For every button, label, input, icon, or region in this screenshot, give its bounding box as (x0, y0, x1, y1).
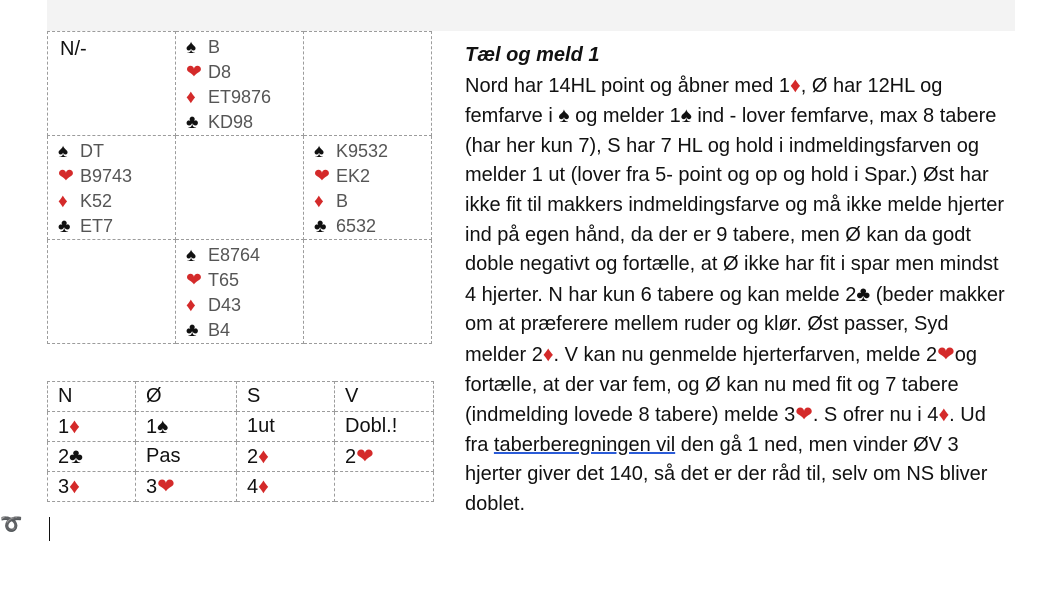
bid-header: V (335, 382, 434, 412)
north-spades (186, 35, 303, 60)
south-spades (186, 243, 303, 268)
card-holding: B (208, 37, 221, 57)
spade-icon: ♠ (680, 104, 692, 128)
diamond-icon: ♦ (258, 444, 269, 468)
card-holding: EK2 (336, 166, 371, 186)
article-text (465, 41, 1005, 520)
loop-icon: ➰ (0, 514, 23, 534)
west-diamonds (58, 189, 175, 214)
east-diamonds (314, 189, 431, 214)
south-hand-cell (176, 240, 304, 344)
heart-icon: ❤ (937, 342, 955, 366)
west-hand (48, 136, 175, 239)
heart-icon: ❤ (795, 403, 813, 427)
heart-icon: ❤ (314, 166, 330, 187)
bid-cell (335, 472, 434, 502)
empty-cell (304, 240, 432, 344)
east-spades (314, 139, 431, 164)
diamond-icon: ♦ (58, 191, 68, 212)
west-clubs (58, 214, 175, 239)
south-hand (176, 240, 303, 343)
bid-cell: 4♦ (237, 472, 335, 502)
diamond-icon: ♦ (542, 342, 554, 366)
toolbar-strip (47, 0, 1015, 31)
diamond-icon: ♦ (186, 295, 196, 316)
bid-cell: 3♦ (48, 472, 136, 502)
spade-icon: ♠ (314, 141, 325, 162)
card-holding: KD98 (208, 112, 254, 132)
east-clubs (314, 214, 431, 239)
west-spades (58, 139, 175, 164)
empty-cell (304, 32, 432, 136)
bid-cell: 1♦ (48, 412, 136, 442)
bid-cell: Pas (136, 442, 237, 472)
card-holding: D43 (208, 295, 242, 315)
north-diamonds (186, 85, 303, 110)
north-hand-cell (176, 32, 304, 136)
west-hand-cell (48, 136, 176, 240)
bid-cell: 3❤ (136, 472, 237, 502)
card-holding: T65 (208, 270, 240, 290)
north-hand (176, 32, 303, 135)
empty-cell (176, 136, 304, 240)
spade-icon: ♠ (58, 141, 69, 162)
bid-header: N (48, 382, 136, 412)
bid-cell: Dobl.! (335, 412, 434, 442)
club-icon: ♣ (186, 320, 199, 341)
dealer-label: N/- (60, 38, 87, 60)
card-holding: K9532 (336, 141, 389, 161)
card-holding: E8764 (208, 245, 261, 265)
diamond-icon: ♦ (69, 414, 80, 438)
card-holding: B9743 (80, 166, 133, 186)
north-clubs (186, 110, 303, 135)
card-holding: DT (80, 141, 104, 161)
empty-cell (48, 240, 176, 344)
text-cursor (49, 517, 50, 541)
card-holding: ET9876 (208, 87, 272, 107)
west-hearts (58, 164, 175, 189)
spade-icon: ♠ (186, 37, 197, 58)
bidding-table (47, 381, 434, 502)
east-hand (304, 136, 431, 239)
diamond-icon: ♦ (186, 87, 196, 108)
east-hearts (314, 164, 431, 189)
club-icon: ♣ (69, 444, 83, 468)
south-hearts (186, 268, 303, 293)
club-icon: ♣ (58, 216, 71, 237)
diamond-icon: ♦ (790, 73, 801, 97)
card-holding: ET7 (80, 216, 114, 236)
spade-icon: ♠ (157, 414, 169, 438)
heart-icon: ❤ (186, 270, 202, 291)
spade-icon: ♠ (558, 104, 570, 128)
north-hearts (186, 60, 303, 85)
heart-icon: ❤ (356, 445, 374, 468)
dealer-cell (48, 32, 176, 136)
diamond-icon: ♦ (938, 403, 950, 427)
east-hand-cell (304, 136, 432, 240)
bid-cell: 1♠ (136, 412, 237, 442)
bid-cell: 2♦ (237, 442, 335, 472)
bid-header: S (237, 382, 335, 412)
south-diamonds (186, 293, 303, 318)
club-icon: ♣ (856, 282, 871, 306)
card-holding: 6532 (336, 216, 377, 236)
diamond-icon: ♦ (314, 191, 324, 212)
article-title: Tæl og meld 1 (465, 44, 600, 66)
heart-icon: ❤ (157, 475, 175, 498)
spellcheck-underlined-text[interactable]: taberberegningen vil (493, 433, 676, 456)
article-body: Nord har 14HL point og åbner med 1♦, Ø har 12HL og femfarve i ♠ og melder 1♠ ind - lover femfarve, max 8 tabere (har her kun 7), S har 7 HL og hold i indmeldingsfarven og melder 1 ut (lover fra 5- point og op og hold i Spar.) Øst har ikke fit til makkers indmeldingsfarve og må ikke melde hjerter ind på egen hånd, da der er 9 tabere, men Ø kan da godt doble negativt og fortælle, at Ø ikke har fit i spar men mindst 4 hjerter. N har kun 6 tabere og kan melde 2♣ (beder makker om at præferere mellem ruder og klør. Øst passer, Syd melder 2♦. V kan nu genmelde hjerterfarven, melde 2❤og fortælle, at der var fem, og Ø kan nu med fit og 7 tabere (indmelding lovede 8 tabere) melde 3❤. S ofrer nu i 4♦. Ud fra taberberegningen vil den gå 1 ned, men vinder ØV 3 hjerter giver det 140, så det er der råd til, selv om NS bliver doblet. (465, 73, 1005, 515)
diamond-icon: ♦ (258, 474, 269, 498)
deal-diagram (47, 31, 432, 344)
card-holding: B (336, 191, 349, 211)
card-holding: K52 (80, 191, 113, 211)
bid-cell: 1ut (237, 412, 335, 442)
bid-cell: 2♣ (48, 442, 136, 472)
heart-icon: ❤ (186, 62, 202, 83)
club-icon: ♣ (186, 112, 199, 133)
card-holding: B4 (208, 320, 231, 340)
bid-header: Ø (136, 382, 237, 412)
spade-icon: ♠ (186, 245, 197, 266)
club-icon: ♣ (314, 216, 327, 237)
diamond-icon: ♦ (69, 474, 80, 498)
south-clubs (186, 318, 303, 343)
bid-cell: 2❤ (335, 442, 434, 472)
card-holding: D8 (208, 62, 232, 82)
heart-icon: ❤ (58, 166, 74, 187)
